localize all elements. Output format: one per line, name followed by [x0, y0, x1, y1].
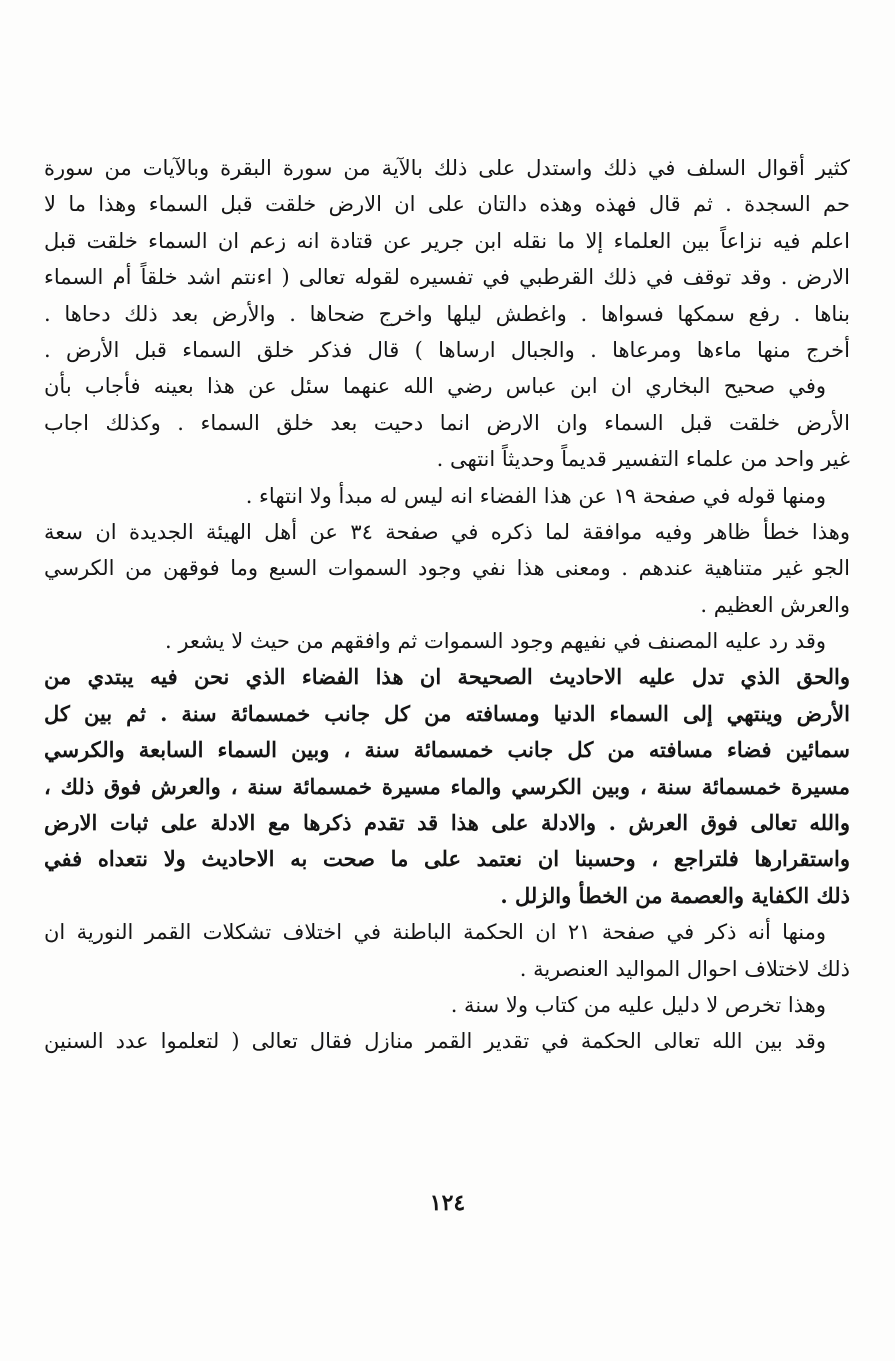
text-line: واستقرارها فلتراجع ، وحسبنا ان نعتمد على ما صحت به الاحاديث ولا نتعداه ففي	[44, 846, 850, 872]
text-line: ومنها قوله في صفحة ١٩ عن هذا الفضاء انه ليس له مبدأ ولا انتهاء .	[245, 483, 826, 508]
text-line: وفي صحيح البخاري ان ابن عباس رضي الله عنهما سئل عن هذا بعينه فأجاب بأن	[44, 374, 826, 399]
text-line: الأرض خلقت قبل السماء وان الارض انما دحيت بعد خلق السماء . وكذلك اجاب	[44, 410, 850, 435]
text-line: والله تعالى فوق العرش . والادلة على هذا قد تقدم ذكرها مع الادلة على ثبات الارض	[44, 810, 850, 836]
text-line: أخرج منها ماءها ومرعاها . والجبال ارساها ) قال فذكر خلق السماء قبل الأرض .	[44, 337, 850, 362]
text-line: ذلك لاختلاف احوال المواليد العنصرية .	[519, 956, 850, 981]
text-line: غير واحد من علماء التفسير قديماً وحديثاً انتهى .	[436, 447, 850, 472]
text-line: ذلك الكفاية والعصمة من الخطأ والزلل .	[500, 882, 850, 908]
text-line: والحق الذي تدل عليه الاحاديث الصحيحة ان هذا الفضاء الذي نحن فيه يبتدي من	[44, 664, 850, 690]
text-line: مسيرة خمسمائة سنة ، وبين الكرسي والماء مسيرة خمسمائة سنة ، والعرش فوق ذلك ،	[44, 773, 850, 799]
text-line: وهذا خطأ ظاهر وفيه موافقة لما ذكره في صفحة ٣٤ عن أهل الهيئة الجديدة ان سعة	[44, 519, 850, 544]
text-line: الجو غير متناهية عندهم . ومعنى هذا نفي وجود السموات السبع وما فوقهن من الكرسي	[44, 556, 850, 581]
text-line: وهذا تخرص لا دليل عليه من كتاب ولا سنة .	[450, 992, 826, 1017]
text-line: حم السجدة . ثم قال فهذه وهذه دالتان على ان الارض خلقت قبل السماء وهذا ما لا	[44, 192, 850, 217]
text-line: الارض . وقد توقف في ذلك القرطبي في تفسيره لقوله تعالى ( اءنتم اشد خلقاً أم السماء	[44, 265, 850, 290]
text-line: اعلم فيه نزاعاً بين العلماء إلا ما نقله ابن جرير عن قتادة انه زعم ان السماء خلقت قبل	[44, 228, 850, 253]
text-line: وقد بين الله تعالى الحكمة في تقدير القمر منازل فقال تعالى ( لتعلموا عدد السنين	[44, 1029, 826, 1054]
text-line: وقد رد عليه المصنف في نفيهم وجود السموات ثم وافقهم من حيث لا يشعر .	[164, 629, 826, 654]
text-line: الأرض وينتهي إلى السماء الدنيا ومسافته من كل جانب خمسمائة سنة . ثم بين كل	[44, 700, 850, 726]
body-text	[44, 150, 850, 1060]
text-line: بناها . رفع سمكها فسواها . واغطش ليلها واخرج ضحاها . والأرض بعد ذلك دحاها .	[44, 301, 850, 326]
text-line: والعرش العظيم .	[700, 592, 850, 617]
page-number: ١٢٤	[429, 1190, 466, 1216]
text-line: كثير أقوال السلف في ذلك واستدل على ذلك بالآية من سورة البقرة وبالآيات من سورة	[44, 156, 850, 180]
text-line: ومنها أنه ذكر في صفحة ٢١ ان الحكمة الباطنة في اختلاف تشكلات القمر النورية ان	[44, 920, 826, 945]
text-line: سمائين فضاء مسافته من كل جانب خمسمائة سنة ، وبين السماء السابعة والكرسي	[44, 737, 850, 763]
